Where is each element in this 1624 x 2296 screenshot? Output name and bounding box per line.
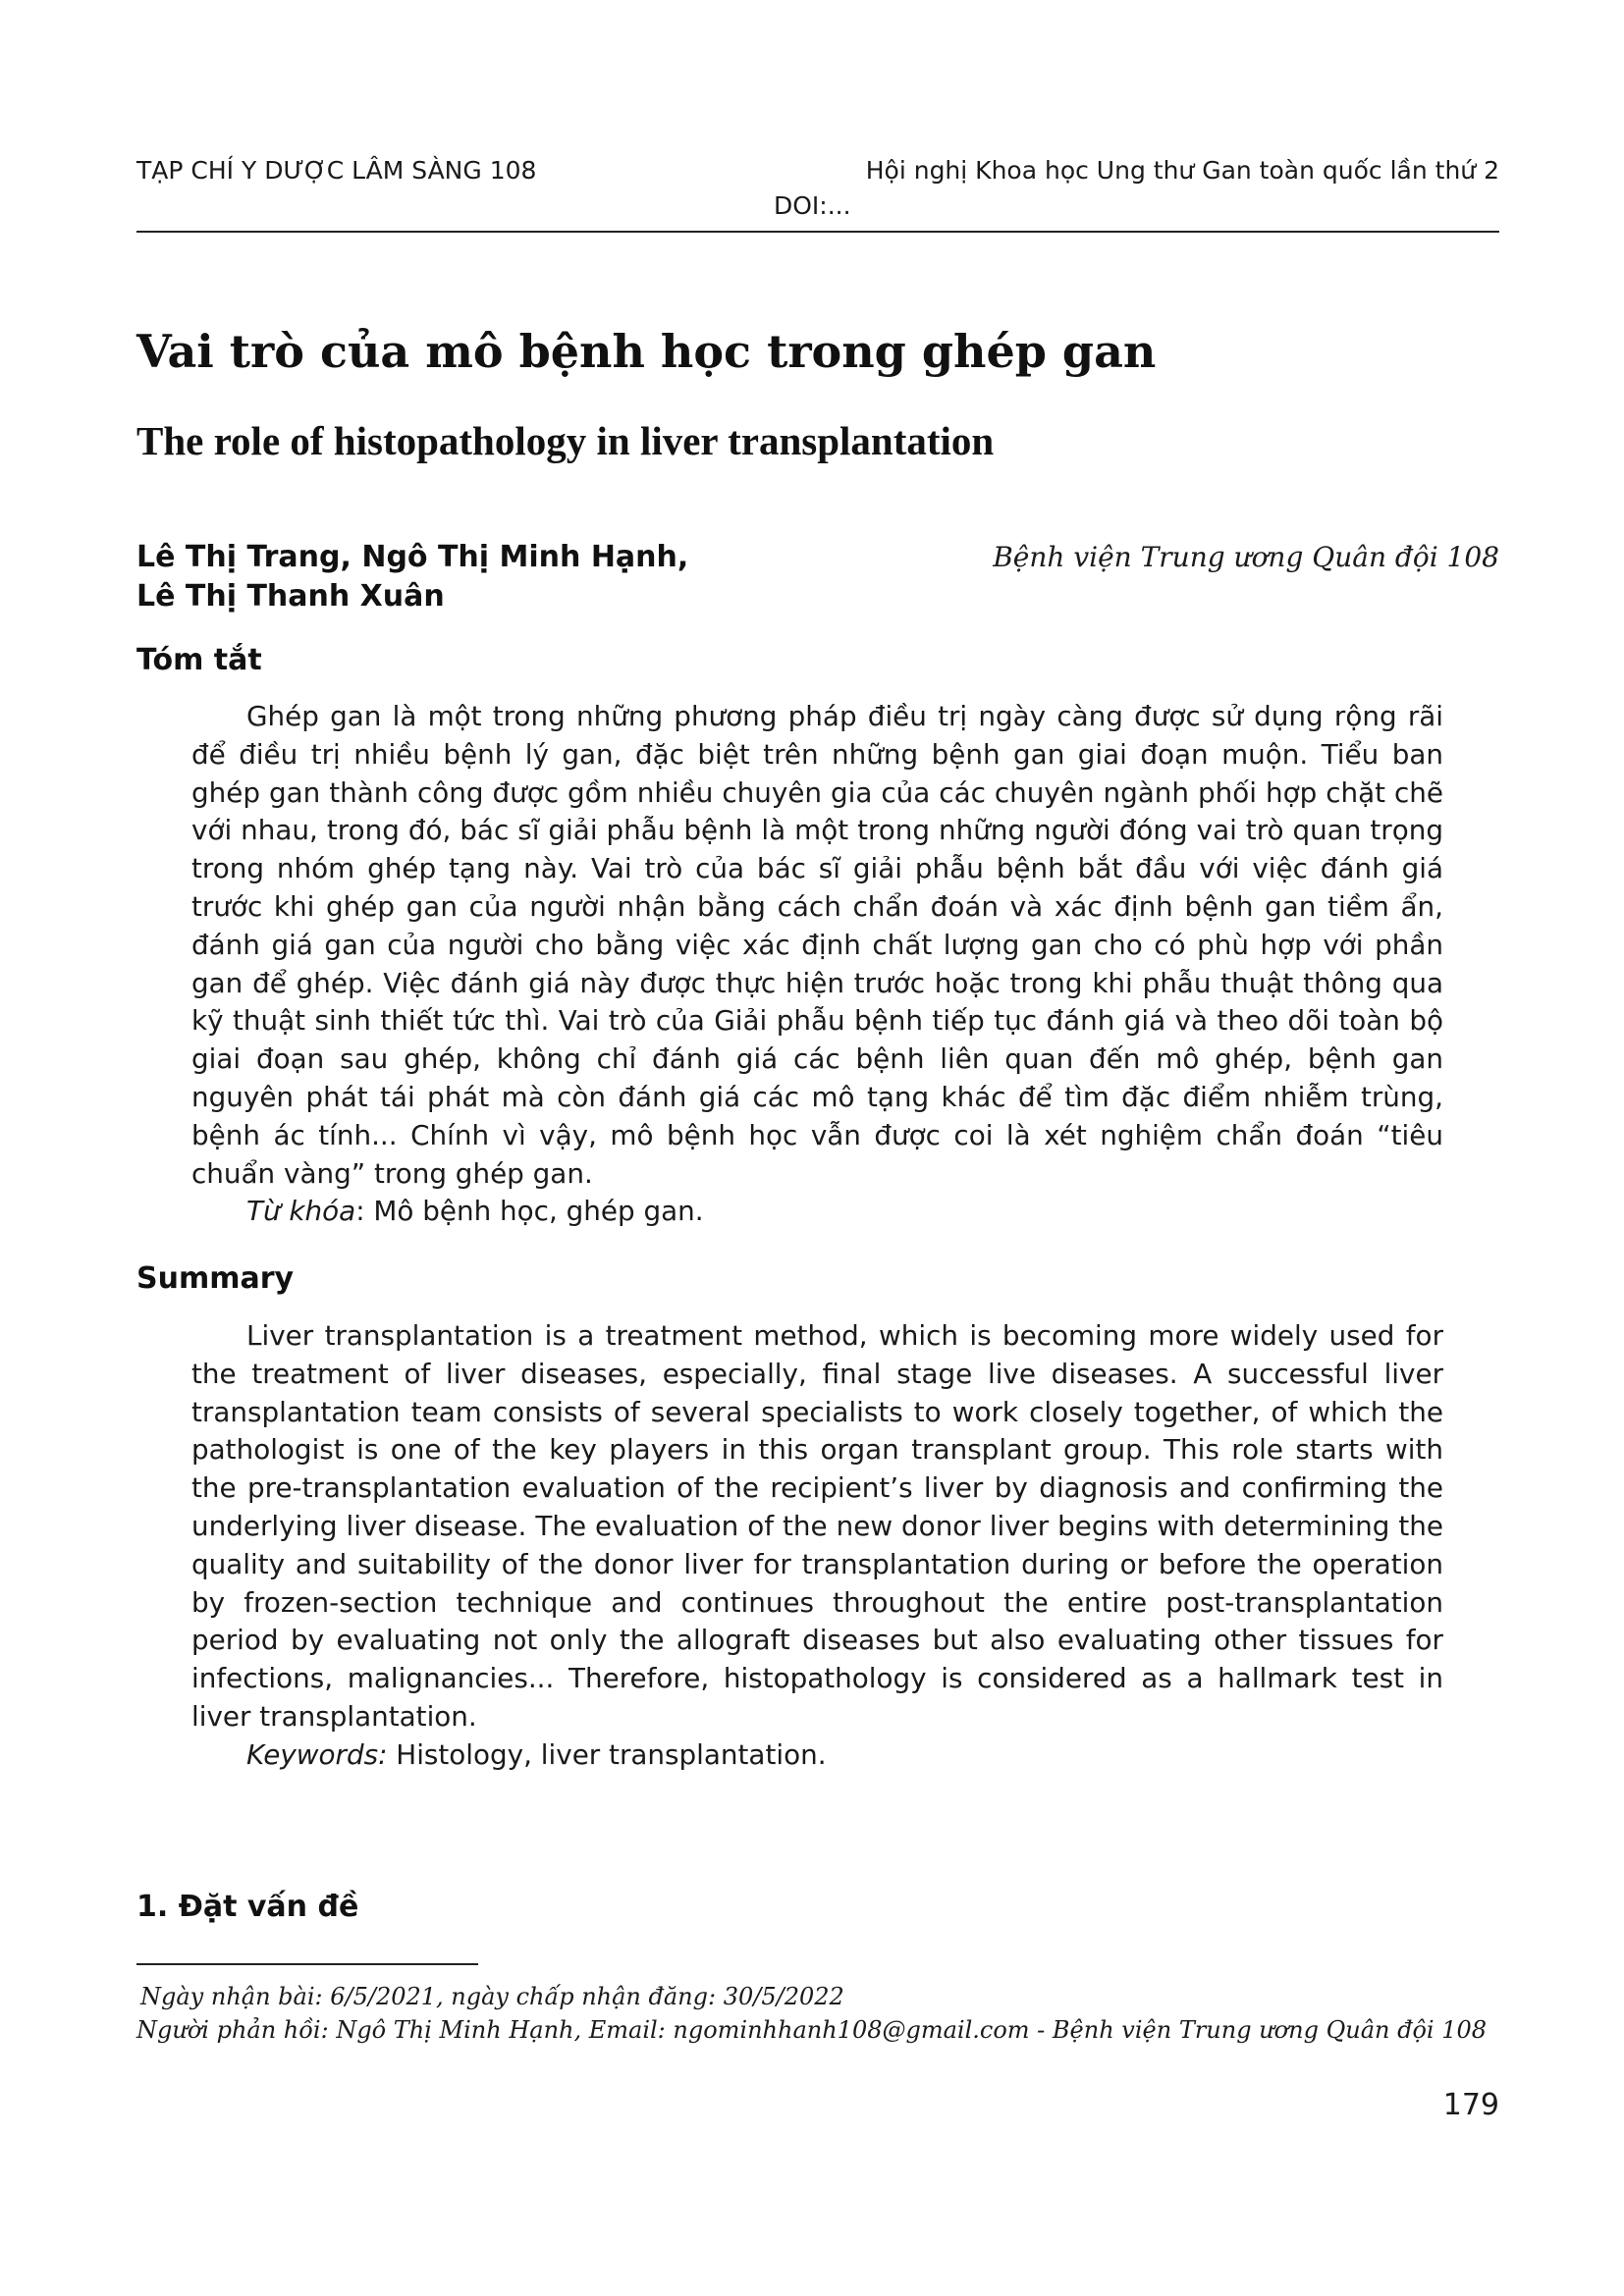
keywords-text-vietnamese: : Mô bệnh học, ghép gan.	[355, 1195, 704, 1228]
keywords-english	[191, 1736, 1443, 1775]
section-heading-introduction: 1. Đặt vấn đề	[136, 1890, 359, 1924]
conference-name: Hội nghị Khoa học Ung thư Gan toàn quốc lần thứ 2	[865, 156, 1499, 185]
article-title-english: The role of histopathology in liver transplantation	[136, 418, 995, 463]
keywords-vietnamese	[191, 1193, 1443, 1231]
footnote-correspondence: Người phản hồi: Ngô Thị Minh Hạnh, Email: ngominhhanh108@gmail.com - Bệnh viện Trung ương Quân đội 108	[136, 2016, 1488, 2044]
journal-name: TẠP CHÍ Y DƯỢC LÂM SÀNG 108	[136, 156, 537, 185]
abstract-vietnamese	[191, 698, 1443, 1231]
footnote-received-date: Ngày nhận bài: 6/5/2021, ngày chấp nhận đăng: 30/5/2022	[140, 1983, 844, 2010]
author-list	[136, 538, 688, 616]
abstract-vietnamese-body: Ghép gan là một trong những phương pháp điều trị ngày càng được sử dụng rộng rãi để điều trị nhiều bệnh lý gan, đặc biệt trên những bệnh gan giai đoạn muộn. Tiểu ban ghép gan thành công được gồm nhiều chuyên gia của các chuyên ngành phối hợp chặt chẽ với nhau, trong đó, bác sĩ giải phẫu bệnh là một trong những người đóng vai trò quan trọng trong nhóm ghép tạng này. Vai trò của bác sĩ giải phẫu bệnh bắt đầu với việc đánh giá trước khi ghép gan của người nhận bằng cách chẩn đoán và xác định bệnh gan tiềm ẩn, đánh giá gan của người cho bằng việc xác định chất lượng gan cho có phù hợp với phần gan để ghép. Việc đánh giá này được thực hiện trước hoặc trong khi phẫu thuật thông qua kỹ thuật sinh thiết tức thì. Vai trò của Giải phẫu bệnh tiếp tục đánh giá và theo dõi toàn bộ giai đoạn sau ghép, không chỉ đánh giá các bệnh liên quan đến mô ghép, bệnh gan nguyên phát tái phát mà còn đánh giá các mô tạng khác để tìm đặc điểm nhiễm trùng, bệnh ác tính... Chính vì vậy, mô bệnh học vẫn được coi là xét nghiệm chẩn đoán “tiêu chuẩn vàng” trong ghép gan.	[191, 700, 1443, 1190]
abstract-heading-vietnamese: Tóm tắt	[136, 643, 262, 677]
author-line-1: Lê Thị Trang, Ngô Thị Minh Hạnh,	[136, 540, 689, 574]
keywords-label-vietnamese: Từ khóa	[246, 1195, 356, 1228]
author-line-2: Lê Thị Thanh Xuân	[136, 579, 445, 614]
keywords-label-english: Keywords:	[246, 1737, 388, 1771]
header-divider	[136, 231, 1499, 233]
abstract-english	[191, 1317, 1443, 1775]
footnote-divider	[136, 1963, 478, 1965]
doi-label: DOI:...	[774, 191, 851, 220]
article-title-vietnamese: Vai trò của mô bệnh học trong ghép gan	[136, 325, 1157, 378]
author-affiliation: Bệnh viện Trung ương Quân đội 108	[993, 541, 1499, 573]
abstract-english-body: Liver transplantation is a treatment method, which is becoming more widely used for the treatment of liver diseases, especially, final stage live diseases. A successful liver transplantation team consists of several specialists to work closely together, of which the pathologist is one of the key players in this organ transplant group. This role starts with the pre-transplantation evaluation of the recipient’s liver by diagnosis and confirming the underlying liver disease. The evaluation of the new donor liver begins with determining the quality and suitability of the donor liver for transplantation during or before the operation by frozen-section technique and continues throughout the entire post-transplantation period by evaluating not only the allograft diseases but also evaluating other tissues for infections, malignancies... Therefore, histopathology is considered as a hallmark test in liver transplantation.	[191, 1319, 1443, 1733]
keywords-text-english: Histology, liver transplantation.	[387, 1737, 827, 1771]
page-number: 179	[1442, 2088, 1499, 2122]
abstract-heading-english: Summary	[136, 1261, 295, 1296]
